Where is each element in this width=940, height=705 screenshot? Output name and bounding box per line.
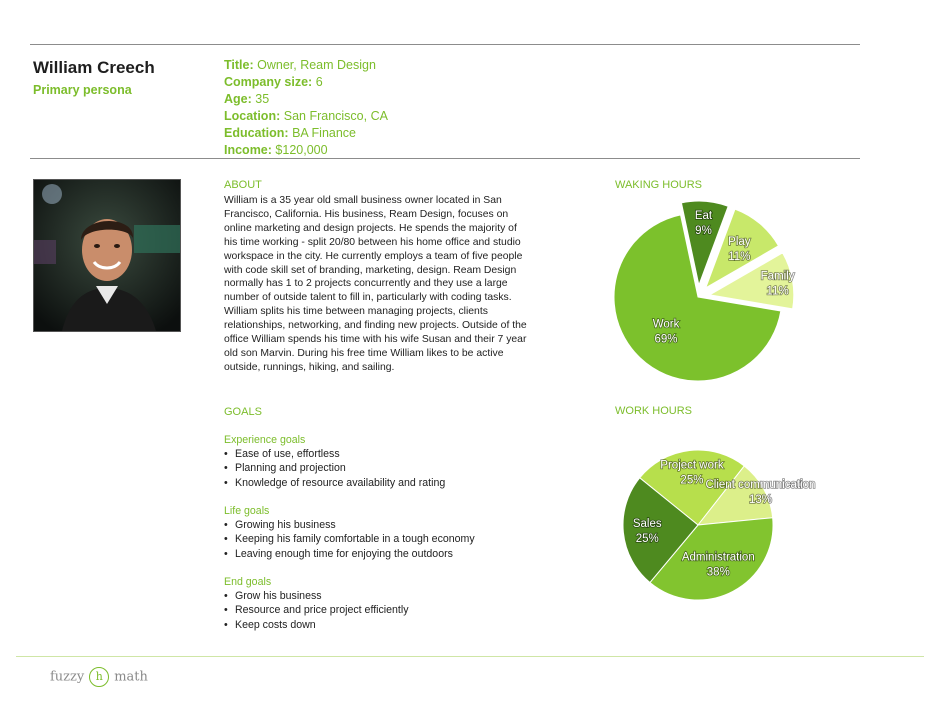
- footer-divider: [16, 656, 924, 657]
- waking-hours-pie: [600, 190, 820, 390]
- pie-value-project-work: 25%: [680, 474, 704, 487]
- pie-label-family: Family: [760, 270, 795, 283]
- fact-title: Title: Owner, Ream Design: [224, 58, 376, 72]
- pie-value-play: 11%: [728, 251, 751, 264]
- experience-goals: [224, 434, 544, 490]
- fact-education: Education: BA Finance: [224, 126, 357, 140]
- pie-label-administration: Administration: [681, 551, 755, 564]
- persona-facts: [224, 57, 388, 159]
- list-item: • Ease of use, effortless: [224, 448, 340, 460]
- pie-label-work: Work: [652, 318, 680, 331]
- list-item: • Knowledge of resource availability and rating: [224, 476, 446, 489]
- about-paragraph: William is a 35 year old small business owner located in San Francisco, California. His business, Ream Design, focuses on online marketing and design projects. He spends the majority of his time working - split 20/80 between his home office and studio workspace in the city. He currently employs a team of five people with code skill set of branding, marketing, design. Ream Design normally has 1 to 2 projects concurrently and they use a large number of outside talent to fill in, particularly with coding tasks. William splits his time between managing projects, clients relationships, networking, and finding new projects. Outside of the office William spends his time with his wife Susan and their 7 year old son Marvin. During his free time William likes to be active outside, runnings, hiking, and sailing.: [224, 195, 527, 373]
- list-item: • Grow his business: [224, 590, 322, 602]
- work-hours-title: WORK HOURS: [615, 405, 692, 417]
- pie-label-eat: Eat: [694, 210, 713, 223]
- pie-label-project-work: Project work: [660, 459, 724, 472]
- pie-value-family: 11%: [766, 285, 789, 298]
- list-item: • Keeping his family comfortable in a tough economy: [224, 533, 475, 546]
- life-goals: [224, 505, 544, 561]
- fact-company-size: Company size: 6: [224, 75, 323, 89]
- fuzzy-math-logo: fuzzy h math: [50, 667, 148, 687]
- list-item: • Leaving enough time for enjoying the outdoors: [224, 547, 453, 560]
- experience-goals-heading: Experience goals: [224, 434, 306, 446]
- pie-value-eat: 9%: [695, 225, 712, 238]
- list-item: • Planning and projection: [224, 462, 346, 475]
- end-goals: [224, 576, 544, 632]
- pie-value-administration: 38%: [706, 566, 730, 579]
- header-divider: [30, 158, 860, 159]
- pie-label-sales: Sales: [632, 517, 662, 530]
- pie-label-play: Play: [728, 236, 751, 249]
- list-item: • Resource and price project efficiently: [224, 604, 409, 617]
- persona-photo: [33, 179, 181, 332]
- pie-value-work: 69%: [654, 333, 678, 346]
- about-heading: ABOUT: [224, 179, 262, 191]
- pie-value-client-communication: 13%: [748, 493, 772, 506]
- life-goals-heading: Life goals: [224, 505, 270, 517]
- goals-heading: GOALS: [224, 406, 262, 418]
- persona-role: Primary persona: [33, 83, 132, 97]
- pie-label-client-communication: Client communication: [705, 478, 816, 491]
- persona-name: William Creech: [33, 58, 155, 77]
- fact-age: Age: 35: [224, 92, 270, 106]
- pie-value-sales: 25%: [635, 532, 659, 545]
- logo-mark-icon: h: [89, 667, 109, 687]
- top-divider: [30, 44, 860, 45]
- list-item: • Keep costs down: [224, 618, 316, 631]
- waking-hours-title: WAKING HOURS: [615, 179, 702, 191]
- work-hours-pie: [600, 418, 820, 608]
- list-item: • Growing his business: [224, 519, 336, 531]
- end-goals-heading: End goals: [224, 576, 272, 588]
- fact-income: Income: $120,000: [224, 143, 328, 157]
- fact-location: Location: San Francisco, CA: [224, 109, 388, 123]
